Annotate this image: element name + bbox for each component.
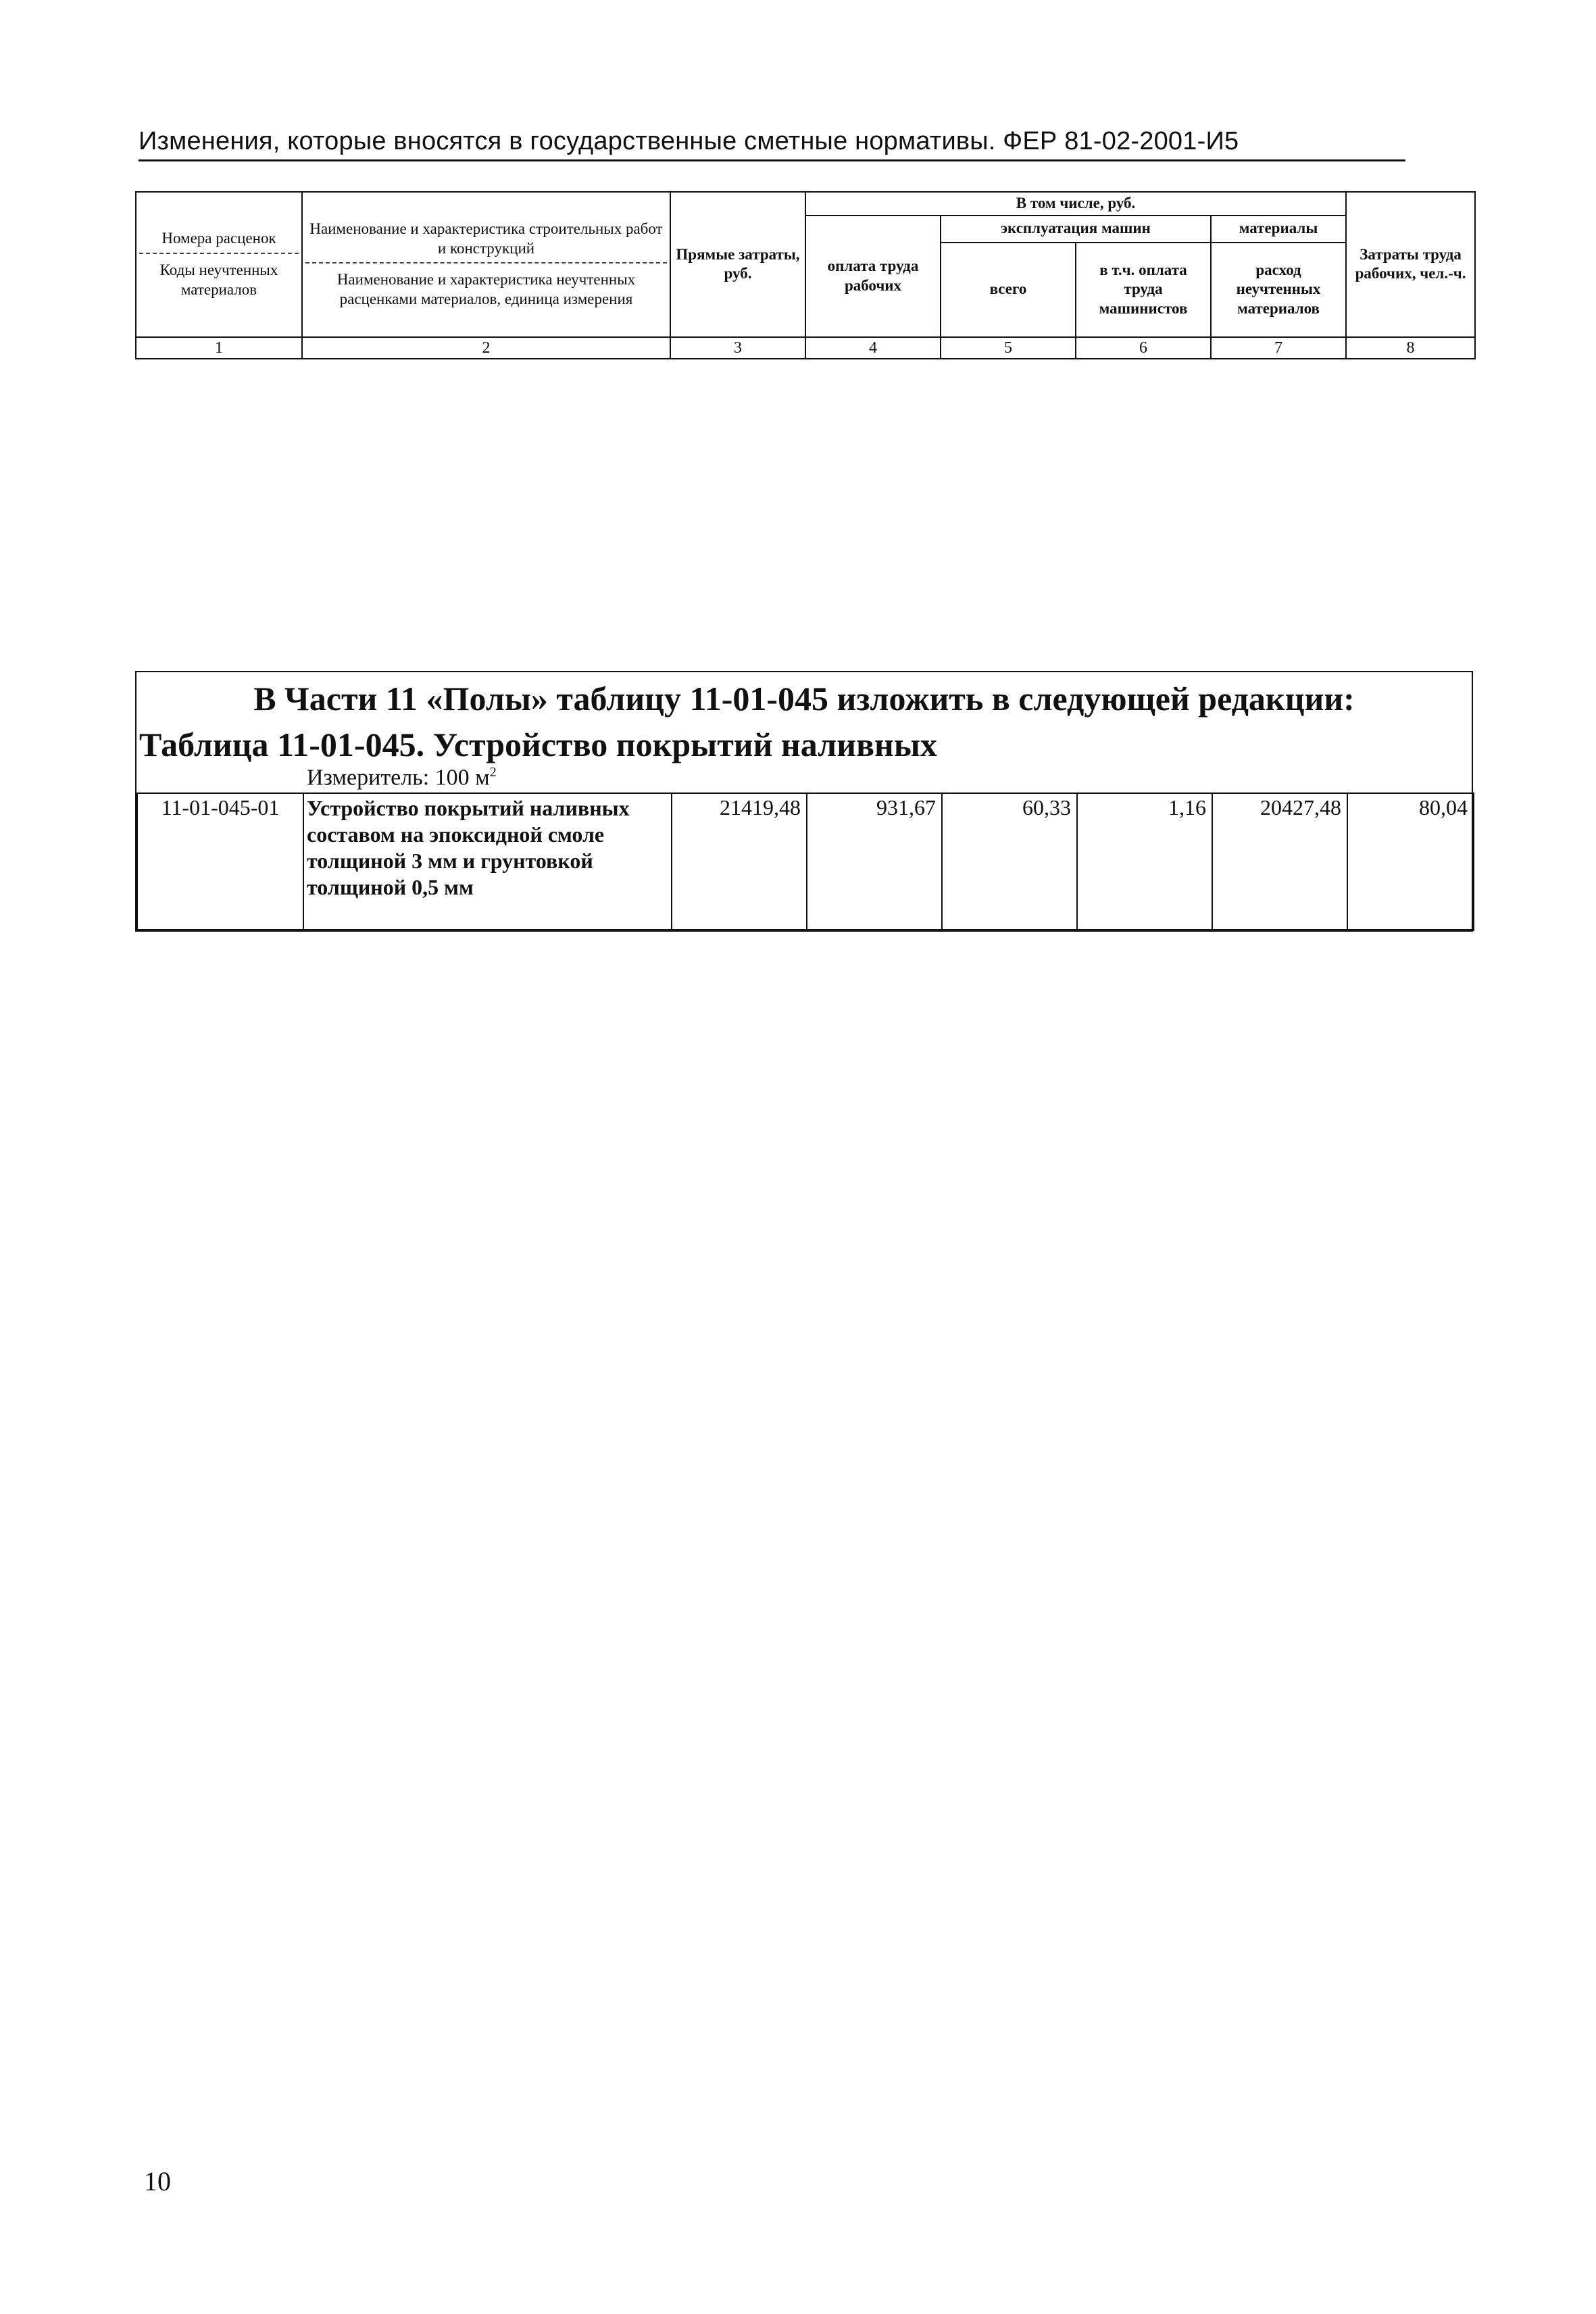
wages-value: 931,67	[807, 793, 942, 930]
section-box	[135, 671, 1473, 932]
header-codes-cell	[136, 192, 302, 337]
column-number: 7	[1211, 337, 1346, 359]
header-machines: эксплуатация машин	[941, 216, 1211, 243]
header-rates-numbers: Номера расценок	[161, 230, 276, 247]
page-number: 10	[144, 2166, 171, 2196]
column-number: 8	[1346, 337, 1475, 359]
materials-value: 20427,48	[1212, 793, 1347, 930]
header-wages: оплата труда рабочих	[805, 216, 941, 337]
column-number: 1	[136, 337, 302, 359]
column-number: 3	[670, 337, 805, 359]
section-instruction: В Части 11 «Полы» таблицу 11-01-045 изложить в следующей редакции:	[253, 680, 1355, 718]
labor-value: 80,04	[1347, 793, 1474, 930]
header-labor-costs: Затраты труда рабочих, чел.-ч.	[1346, 192, 1475, 337]
header-direct-costs: Прямые затраты, руб.	[670, 192, 805, 337]
machinists-wages-value: 1,16	[1077, 793, 1212, 930]
column-number: 5	[941, 337, 1076, 359]
header-work-name: Наименование и характеристика строительных работ и конструкций	[309, 220, 663, 257]
header-unaccounted-codes: Коды неучтенных материалов	[159, 261, 278, 298]
header-rule	[139, 159, 1405, 161]
column-number-row	[136, 337, 1475, 359]
header-materials-consumption: расход неучтенных материалов	[1211, 243, 1346, 337]
table-row	[137, 793, 1474, 930]
header-unaccounted-name: Наименование и характеристика неучтенных расценками материалов, единица измерения	[336, 271, 636, 308]
meter-text: Измеритель: 100 м	[307, 765, 490, 790]
running-header: Изменения, которые вносятся в государственные сметные нормативы. ФЕР 81-02-2001-И5	[139, 127, 1239, 155]
meter-label	[307, 765, 497, 790]
dashed-divider	[139, 253, 299, 254]
header-names-cell	[302, 192, 670, 337]
table-title: Таблица 11-01-045. Устройство покрытий наливных	[139, 726, 937, 763]
rate-description: Устройство покрытий наливных составом на эпоксидной смоле толщиной 3 мм и грунтовкой толщиной 0,5 мм	[303, 793, 672, 930]
rate-code: 11-01-045-01	[137, 793, 303, 930]
rates-table	[136, 793, 1474, 931]
column-number: 6	[1076, 337, 1211, 359]
header-materials: материалы	[1211, 216, 1346, 243]
dashed-divider	[305, 262, 667, 263]
direct-costs-value: 21419,48	[672, 793, 807, 930]
column-number: 4	[805, 337, 941, 359]
column-number: 2	[302, 337, 670, 359]
machines-total-value: 60,33	[942, 793, 1077, 930]
column-header-table	[135, 191, 1476, 359]
meter-power: 2	[489, 765, 497, 780]
header-machinists-wages: в т.ч. оплата труда машинистов	[1076, 243, 1211, 337]
header-including: В том числе, руб.	[805, 192, 1346, 216]
header-machines-total: всего	[941, 243, 1076, 337]
